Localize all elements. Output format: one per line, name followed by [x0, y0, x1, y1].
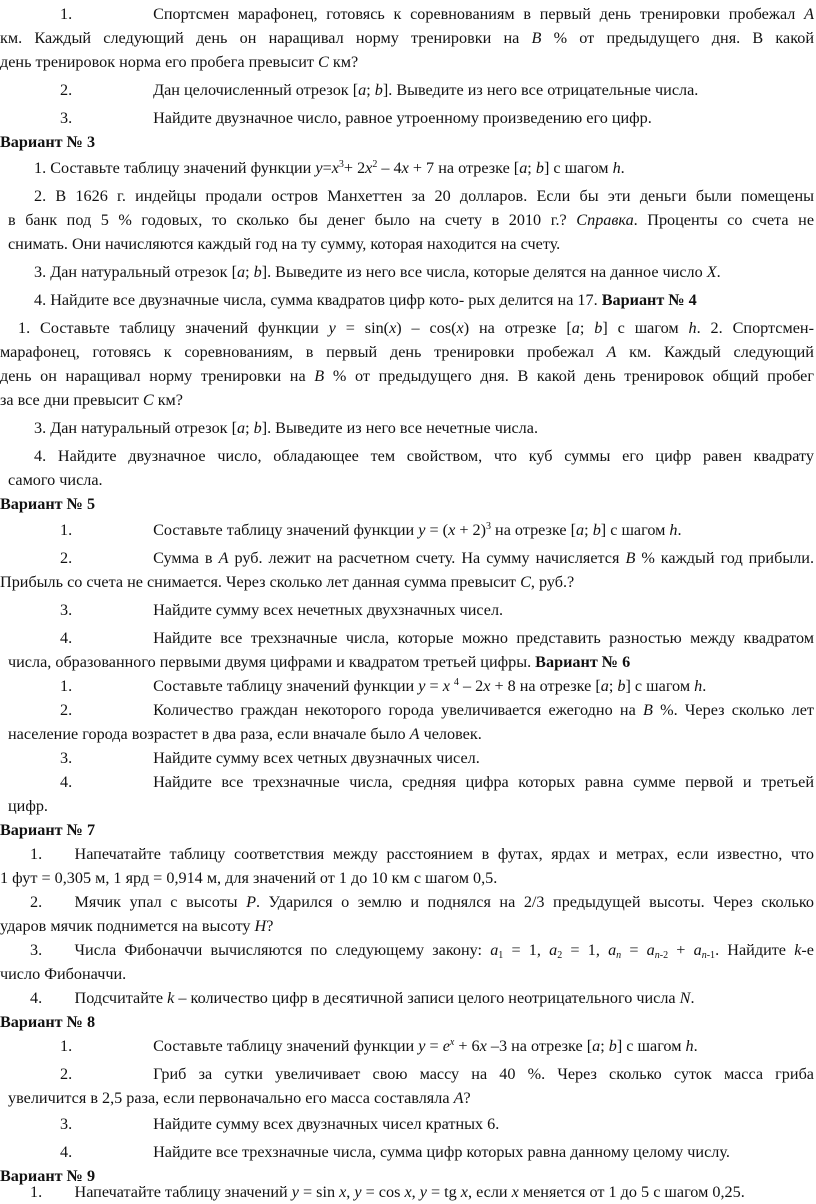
- text-line: [0, 340, 814, 364]
- text-run: 1.: [30, 1183, 43, 1201]
- text-run: n: [701, 950, 707, 961]
- text-line: [0, 570, 574, 594]
- text-run: ;: [584, 521, 593, 539]
- text-run: Мячик упал с высоты: [42, 893, 247, 911]
- text-run: ;: [366, 81, 375, 99]
- text-run: %. Через сколько лет: [652, 701, 814, 719]
- text-run: A: [453, 1089, 464, 1107]
- text-run: C: [142, 391, 154, 409]
- text-run: -2: [659, 950, 669, 961]
- text-run: y: [418, 677, 426, 695]
- text-run: C: [318, 53, 329, 71]
- text-line: [0, 26, 814, 50]
- text-run: +: [668, 941, 694, 959]
- text-run: .: [690, 989, 695, 1007]
- variant-heading: Вариант № 9: [0, 1167, 96, 1185]
- text-run: 4.: [60, 773, 73, 791]
- text-line: [34, 444, 814, 468]
- text-line: [60, 698, 814, 722]
- variant-heading: Вариант № 4: [601, 291, 697, 309]
- text-run: самого числа.: [8, 471, 103, 489]
- text-run: b: [592, 521, 601, 539]
- text-line: [30, 842, 814, 866]
- text-run: ] с шагом: [600, 521, 670, 539]
- text-run: k: [167, 989, 175, 1007]
- text-run: км. Каждый следующий: [616, 343, 814, 361]
- text-run: население города возрастет в два раза, если вначале было: [8, 725, 410, 743]
- text-run: снимать. Они начисляются каждый год на ту сумму, которая находится на счету.: [8, 235, 561, 253]
- text-run: a: [236, 263, 246, 281]
- text-run: ]. Выведите из него все нечетные числа.: [261, 419, 538, 437]
- text-run: x: [442, 677, 450, 695]
- text-run: H: [254, 917, 267, 935]
- text-run: A: [218, 549, 229, 567]
- text-line: [30, 938, 814, 962]
- text-run: a: [608, 941, 617, 959]
- variant-heading: [0, 818, 95, 842]
- text-run: B: [643, 701, 653, 719]
- text-run: x: [404, 1183, 412, 1201]
- text-run: 3. Дан натуральный отрезок [: [34, 263, 237, 281]
- text-run: ] с шагом: [543, 159, 613, 177]
- text-run: y: [354, 1183, 362, 1201]
- text-line: [30, 890, 814, 914]
- text-run: ]. Выведите из него все числа, которые делятся на данное число: [261, 263, 707, 281]
- text-run: – 4: [377, 159, 402, 177]
- text-run: – 2: [458, 677, 484, 695]
- text-run: ]. Выведите из него все отрицательные числа.: [382, 81, 699, 99]
- text-run: y: [315, 159, 323, 177]
- variant-heading: [0, 492, 95, 516]
- text-run: = (: [425, 521, 449, 539]
- text-run: Спортсмен марафонец, готовясь к соревнованиям в первый день тренировки пробежал: [72, 5, 805, 23]
- text-line: [60, 674, 706, 698]
- text-run: y: [328, 319, 336, 337]
- text-run: y: [418, 1037, 426, 1055]
- text-run: ) – cos(: [396, 319, 457, 337]
- text-run: – количество цифр в десятичной записи целого неотрицательного числа: [174, 989, 680, 1007]
- text-run: =: [621, 941, 647, 959]
- text-run: ;: [579, 319, 595, 337]
- text-run: увеличится в 2,5 раза, если первоначально его масса составляла: [8, 1089, 454, 1107]
- text-run: 2. В 1626 г. индейцы продали остров Манхеттен за 20 долларов. Если бы эти деньги были помещены: [34, 187, 814, 205]
- text-run: h: [669, 521, 678, 539]
- text-line: [8, 232, 560, 256]
- text-run: ] с шагом: [616, 1037, 686, 1055]
- text-run: в банк под 5 % годовых, то сколько бы денег было на счету в 2010 г.?: [8, 211, 577, 229]
- text-run: 1.: [60, 521, 73, 539]
- text-line: [8, 1086, 471, 1110]
- text-run: a: [236, 419, 246, 437]
- text-run: x: [339, 1183, 347, 1201]
- text-run: 1.: [60, 1037, 73, 1055]
- text-run: x: [401, 159, 409, 177]
- text-run: a: [549, 941, 558, 959]
- text-run: ?: [266, 917, 274, 935]
- text-run: руб. лежит на расчетном счету. На сумму начисляется: [228, 549, 626, 567]
- text-run: км?: [328, 53, 359, 71]
- text-run: 2.: [60, 549, 73, 567]
- text-run: ] с шагом: [602, 319, 689, 337]
- text-line: [0, 50, 358, 74]
- text-run: y: [418, 521, 426, 539]
- text-run: 3. Дан натуральный отрезок [: [34, 419, 237, 437]
- text-line: [30, 1180, 745, 1204]
- text-run: 4. Найдите двузначное число, обладающее тем свойством, что куб суммы его цифр равен квадрату: [34, 447, 814, 465]
- text-run: Найдите все трехзначные числа, которые можно представить разностью между квадратом: [72, 629, 814, 647]
- text-run: + 7 на отрезке [: [408, 159, 520, 177]
- text-run: a: [693, 941, 702, 959]
- text-run: ] с шагом: [625, 677, 695, 695]
- text-line: [0, 388, 183, 412]
- text-run: 1.: [30, 845, 43, 863]
- text-run: ударов мячик поднимется на высоту: [0, 917, 255, 935]
- text-run: . Ударился о землю и поднялся на 2/3 предыдущей высоты. Через сколько: [255, 893, 815, 911]
- text-run: x: [460, 1183, 468, 1201]
- text-run: Найдите сумму всех нечетных двухзначных чисел.: [72, 601, 504, 619]
- text-run: ;: [245, 263, 254, 281]
- text-run: =: [425, 1037, 443, 1055]
- text-run: Числа Фибоначчи вычисляются по следующему закону:: [42, 941, 491, 959]
- text-run: P: [246, 893, 256, 911]
- text-run: Найдите сумму всех четных двузначных чисел.: [72, 749, 480, 767]
- text-run: . 2. Спортсмен-: [696, 319, 814, 337]
- text-run: 2.: [60, 1065, 73, 1083]
- text-run: h: [612, 159, 621, 177]
- text-line: [8, 794, 48, 818]
- text-run: Составьте таблицу значений функции: [72, 521, 419, 539]
- text-run: A: [606, 343, 617, 361]
- text-run: A: [804, 5, 814, 23]
- variant-heading: [0, 1010, 95, 1034]
- text-run: + 2): [455, 521, 486, 539]
- text-run: e: [442, 1037, 450, 1055]
- text-run: X: [706, 263, 717, 281]
- text-line: [60, 546, 814, 570]
- text-run: 1.: [60, 5, 73, 23]
- text-run: 1. Составьте таблицу значений функции: [18, 319, 329, 337]
- text-run: % от предыдущего дня. В какой: [541, 29, 814, 47]
- text-run: = tg: [426, 1183, 461, 1201]
- text-run: человек.: [419, 725, 482, 743]
- text-run: % от предыдущего дня. В какой день тренировок общий пробег: [324, 367, 814, 385]
- text-run: ,: [411, 1183, 420, 1201]
- text-line: [60, 78, 698, 102]
- text-run: x: [449, 1037, 455, 1048]
- text-run: день он наращивал норму тренировки на: [0, 367, 315, 385]
- text-run: b: [608, 1037, 617, 1055]
- text-line: [0, 962, 126, 986]
- text-run: B: [314, 367, 325, 385]
- text-run: на отрезке [: [490, 521, 577, 539]
- text-run: N: [679, 989, 691, 1007]
- text-line: [60, 598, 503, 622]
- text-run: n: [654, 950, 660, 961]
- text-run: B: [531, 29, 542, 47]
- text-run: a: [571, 319, 580, 337]
- text-run: y: [291, 1183, 299, 1201]
- text-line: [60, 518, 682, 542]
- text-run: B: [625, 549, 636, 567]
- text-run: 1 фут = 0,305 м, 1 ярд = 0,914 м, для значений от 1 до 10 км с шагом 0,5.: [0, 869, 498, 887]
- text-line: [60, 770, 814, 794]
- text-run: 2.: [60, 701, 73, 719]
- text-run: .: [702, 677, 707, 695]
- text-run: марафонец, готовясь к соревнованиям, в первый день тренировки пробежал: [0, 343, 607, 361]
- text-run: b: [253, 419, 262, 437]
- variant-heading: Вариант № 3: [0, 133, 96, 151]
- text-run: 3: [485, 521, 491, 532]
- text-run: . Проценты со счета не: [633, 211, 815, 229]
- text-run: Справка: [576, 211, 634, 229]
- variant-heading: Вариант № 5: [0, 495, 96, 513]
- text-run: Количество граждан некоторого города увеличивается ежегодно на: [72, 701, 643, 719]
- text-run: b: [617, 677, 626, 695]
- text-run: a: [490, 941, 499, 959]
- text-run: 4: [453, 677, 459, 688]
- text-run: 3.: [60, 109, 73, 127]
- text-run: -е: [801, 941, 814, 959]
- text-run: = 1,: [562, 941, 609, 959]
- text-run: ;: [245, 419, 254, 437]
- text-run: км?: [153, 391, 183, 409]
- text-run: цифр.: [8, 797, 48, 815]
- text-run: 3.: [60, 601, 73, 619]
- text-run: 4. Найдите все двузначные числа, сумма квадратов цифр кото- рых делится на 17.: [34, 291, 602, 309]
- text-run: % каждый год прибыли.: [635, 549, 814, 567]
- text-line: [8, 208, 814, 232]
- text-line: [60, 1140, 730, 1164]
- text-run: 3.: [30, 941, 43, 959]
- text-line: [60, 626, 814, 650]
- text-line: [60, 1062, 814, 1086]
- text-run: .: [693, 1037, 698, 1055]
- text-run: Напечатайте таблицу значений: [42, 1183, 292, 1201]
- text-run: Найдите двузначное число, равное утроенному произведению его цифр.: [72, 109, 652, 127]
- text-run: C: [520, 573, 531, 591]
- text-run: за все дни превысит: [0, 391, 143, 409]
- text-run: Найдите сумму всех двузначных чисел кратных 6.: [72, 1115, 500, 1133]
- text-run: .: [716, 263, 721, 281]
- text-run: км. Каждый следующий день он наращивал норму тренировки на: [0, 29, 532, 47]
- text-run: 2: [372, 159, 378, 170]
- text-line: [60, 1034, 698, 1058]
- text-run: h: [694, 677, 703, 695]
- text-run: x: [479, 1037, 487, 1055]
- text-line: [60, 746, 480, 770]
- text-line: [8, 650, 630, 674]
- text-run: a: [519, 159, 528, 177]
- text-run: 3.: [60, 1115, 73, 1133]
- text-run: , руб.?: [530, 573, 575, 591]
- text-run: меняется от 1 до 5 с шагом 0,25.: [518, 1183, 745, 1201]
- text-run: Составьте таблицу значений функции: [72, 1037, 419, 1055]
- text-run: b: [374, 81, 383, 99]
- text-run: 1: [498, 950, 504, 961]
- text-run: 1. Составьте таблицу значений функции: [34, 159, 316, 177]
- text-run: b: [594, 319, 603, 337]
- text-run: + 2: [343, 159, 366, 177]
- text-run: x: [456, 319, 464, 337]
- text-run: b: [535, 159, 544, 177]
- variant-heading: [0, 130, 95, 154]
- text-run: a: [600, 677, 609, 695]
- text-run: a: [592, 1037, 601, 1055]
- text-line: [34, 288, 697, 312]
- text-run: 2.: [60, 81, 73, 99]
- text-run: k: [794, 941, 802, 959]
- text-run: .: [677, 521, 682, 539]
- text-run: x: [365, 159, 373, 177]
- text-run: 3: [338, 159, 344, 170]
- text-run: .: [620, 159, 625, 177]
- text-line: [34, 156, 625, 180]
- text-run: -1: [706, 950, 716, 961]
- text-run: = cos: [361, 1183, 405, 1201]
- text-run: Найдите все трехзначные числа, средняя цифра которых равна сумме первой и третьей: [72, 773, 814, 791]
- text-run: –3 на отрезке [: [486, 1037, 593, 1055]
- text-run: ;: [527, 159, 536, 177]
- text-run: n: [616, 950, 622, 961]
- text-run: Дан целочисленный отрезок [: [72, 81, 359, 99]
- text-run: + 6: [454, 1037, 480, 1055]
- text-run: =: [322, 159, 332, 177]
- text-line: [0, 364, 814, 388]
- text-line: [60, 106, 652, 130]
- text-line: [8, 468, 103, 492]
- text-line: [34, 260, 721, 284]
- text-run: 3.: [60, 749, 73, 767]
- text-run: = sin: [298, 1183, 340, 1201]
- variant-heading: Вариант № 6: [535, 653, 631, 671]
- text-run: Прибыль со счета не снимается. Через сколько лет данная сумма превысит: [0, 573, 521, 591]
- text-run: 2.: [30, 893, 43, 911]
- variant-heading: Вариант № 7: [0, 821, 96, 839]
- text-run: Гриб за сутки увеличивает свою массу на 40 %. Через сколько суток масса гриба: [72, 1065, 814, 1083]
- text-run: , если: [467, 1183, 512, 1201]
- text-line: [18, 316, 814, 340]
- text-run: 4.: [60, 1143, 73, 1161]
- text-run: день тренировок норма его пробега превысит: [0, 53, 319, 71]
- text-run: = 1,: [503, 941, 550, 959]
- text-run: . Найдите: [715, 941, 795, 959]
- text-run: ) на отрезке [: [463, 319, 572, 337]
- text-run: 4.: [60, 629, 73, 647]
- text-run: x: [389, 319, 397, 337]
- text-run: ;: [600, 1037, 609, 1055]
- text-run: A: [409, 725, 420, 743]
- text-run: h: [688, 319, 697, 337]
- text-run: число Фибоначчи.: [0, 965, 127, 983]
- text-run: x: [483, 677, 491, 695]
- text-run: 1.: [60, 677, 73, 695]
- text-run: Напечатайте таблицу соответствия между расстоянием в футах, ярдах и метрах, если известно, что: [42, 845, 814, 863]
- text-run: ,: [346, 1183, 355, 1201]
- variant-heading: Вариант № 8: [0, 1013, 96, 1031]
- text-line: [60, 2, 814, 26]
- text-run: Подсчитайте: [42, 989, 168, 1007]
- text-run: числа, образованного первыми двумя цифрами и квадратом третьей цифры.: [8, 653, 536, 671]
- text-run: 2: [557, 950, 563, 961]
- text-line: [30, 986, 695, 1010]
- text-run: ;: [608, 677, 618, 695]
- text-line: [60, 1112, 499, 1136]
- text-run: 4.: [30, 989, 43, 1007]
- text-run: a: [646, 941, 655, 959]
- text-line: [0, 866, 497, 890]
- text-run: x: [331, 159, 339, 177]
- text-line: [8, 722, 482, 746]
- text-run: Сумма в: [72, 549, 219, 567]
- text-run: =: [425, 677, 443, 695]
- text-run: a: [358, 81, 367, 99]
- text-run: x: [448, 521, 456, 539]
- text-run: ?: [463, 1089, 471, 1107]
- text-run: y: [419, 1183, 427, 1201]
- text-line: [34, 416, 538, 440]
- text-run: h: [685, 1037, 694, 1055]
- text-run: b: [253, 263, 262, 281]
- text-run: = sin(: [335, 319, 390, 337]
- text-run: Найдите все трехзначные числа, сумма цифр которых равна данному целому числу.: [72, 1143, 730, 1161]
- text-run: a: [576, 521, 585, 539]
- text-run: x: [511, 1183, 519, 1201]
- text-line: [0, 914, 273, 938]
- text-run: + 8 на отрезке [: [490, 677, 601, 695]
- text-line: [34, 184, 814, 208]
- text-run: Составьте таблицу значений функции: [72, 677, 419, 695]
